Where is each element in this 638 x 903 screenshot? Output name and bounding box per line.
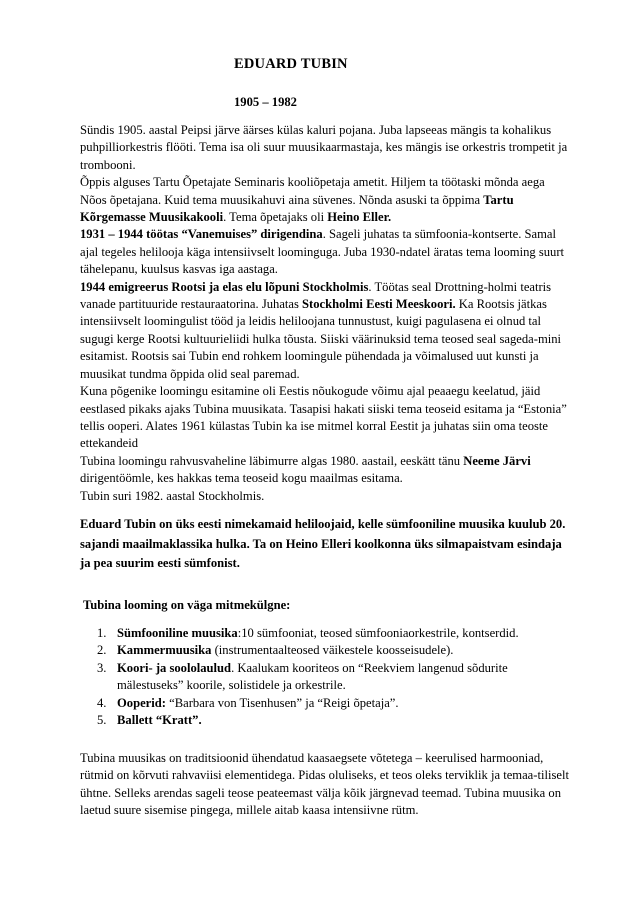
bio-paragraph-education: Õppis alguses Tartu Õpetajate Seminaris kooliõpetaja ametit. Hiljem ta töötaski mõnda aega Nõos õpetajana. Kuid tema muusikahuvi aina süvenes. Nõnda asuski ta õppima Tartu Kõrgemasse Muusikakooli. Tema õpetajaks oli Heino Eller. [80, 175, 545, 225]
list-item: 5. Ballett “Kratt”. [97, 713, 202, 728]
list-item: 4. Ooperid: “Barbara von Tisenhusen” ja “Reigi õpetaja”. [97, 695, 399, 710]
bio-paragraph-childhood: Sündis 1905. aastal Peipsi järve äärses külas kaluri pojana. Juba lapseeas mängis ta kohalikus puhpilliorkestris flööti. Tema isa oli suur muusikaarmastaja, kes mängis ise orkestris trompetit ja trombooni. [80, 123, 568, 172]
bio-paragraph-emigration: 1944 emigreerus Rootsi ja elas elu lõpuni Stockholmis. Töötas seal Drottning-holmi teatris vanade partituuride restauraatorina. Juhatas Stockholmi Eesti Meeskoori. Ka Rootsis jätkas intensiivselt loomingulist tööd ja leidis heliloojana tunnustust, kuigi pagulasena ei olnud tal sugugi kerge Rootsi kultuurieliidi hulka tõusta. Siiski väärinuksid tema teosed seal sageda-mini esitamist. Rootsis sai Tubin end rohkem loomingule pühendada ja võimalused uut kunsti ja muusikat tundma õppida olid seal paremad. [80, 279, 562, 381]
bio-paragraph-breakthrough: Tubina loomingu rahvusvaheline läbimurre algas 1980. aastail, eeskätt tänu Neeme Järvi dirigentöömle, kes hakkas tema teoseid kogu maailmas esitama. [80, 453, 531, 486]
biography [80, 122, 570, 505]
life-years: 1905 – 1982 [234, 95, 297, 109]
list-item: 1. Sümfooniline muusika:10 sümfooniat, teosed sümfooniaorkestrile, kontserdid. [97, 626, 519, 640]
document-title: EDUARD TUBIN [234, 56, 348, 72]
summary-paragraph: Eduard Tubin on üks eesti nimekamaid heliloojaid, kelle sümfooniline muusika kuulub 20. sajandi maailmaklassika hulka. Ta on Heino Elleri koolkonna üks silmapaistvam esindaja ja pea suurim eesti sümfonist. [80, 517, 566, 570]
list-item: 2. Kammermuusika (instrumentaalteosed väikestele koosseisudele). [97, 643, 454, 658]
works-list [80, 625, 570, 729]
bio-paragraph-death: Tubin suri 1982. aastal Stockholmis. [80, 488, 265, 503]
works-heading: Tubina looming on väga mitmekülgne: [83, 598, 291, 612]
bio-paragraph-estonia: Kuna põgenike loomingu esitamine oli Eestis nõukogude võimu ajal peaaegu keelatud, jäid eestlased pikaks ajaks Tubina muusikata. Tasapisi hakati siiski tema teoseid esitama ja “Estonia” tellis ooperi. Alates 1961 külastas Tubin ka ise mitmel korral Eestit ja juhatas siin oma teoste ettekandeid [80, 384, 567, 451]
closing-paragraph: Tubina muusikas on traditsioonid ühendatud kaasaegsete võtetega – keerulised harmooniad, rütmid on kõrvuti rahvaviisi elementidega. Pidas oluliseks, et teos oleks terviklik ja temaa-tiliselt ühtne. Selleks arendas sageli teose peateemast välja kõik järgnevad teemad. Tubina muusika on laetud suure sisemise pingega, millele aitab kaasa intensiivne rütm. [80, 751, 569, 818]
list-item: 3. Koori- ja soololaulud. Kaalukam kooriteos on “Reekviem langenud sõdurite mälestuseks” koorile, solistidele ja orkestrile. [97, 660, 508, 693]
bio-paragraph-vanemuine: 1931 – 1944 töötas “Vanemuises” dirigendina. Sageli juhatas ta sümfoonia-kontserte. Samal ajal tegeles helilooja käga intensiivselt loominguga. Juba 1930-ndatel äratas tema looming suurt tähelepanu, kuulsus kasvas iga aastaga. [80, 227, 565, 277]
